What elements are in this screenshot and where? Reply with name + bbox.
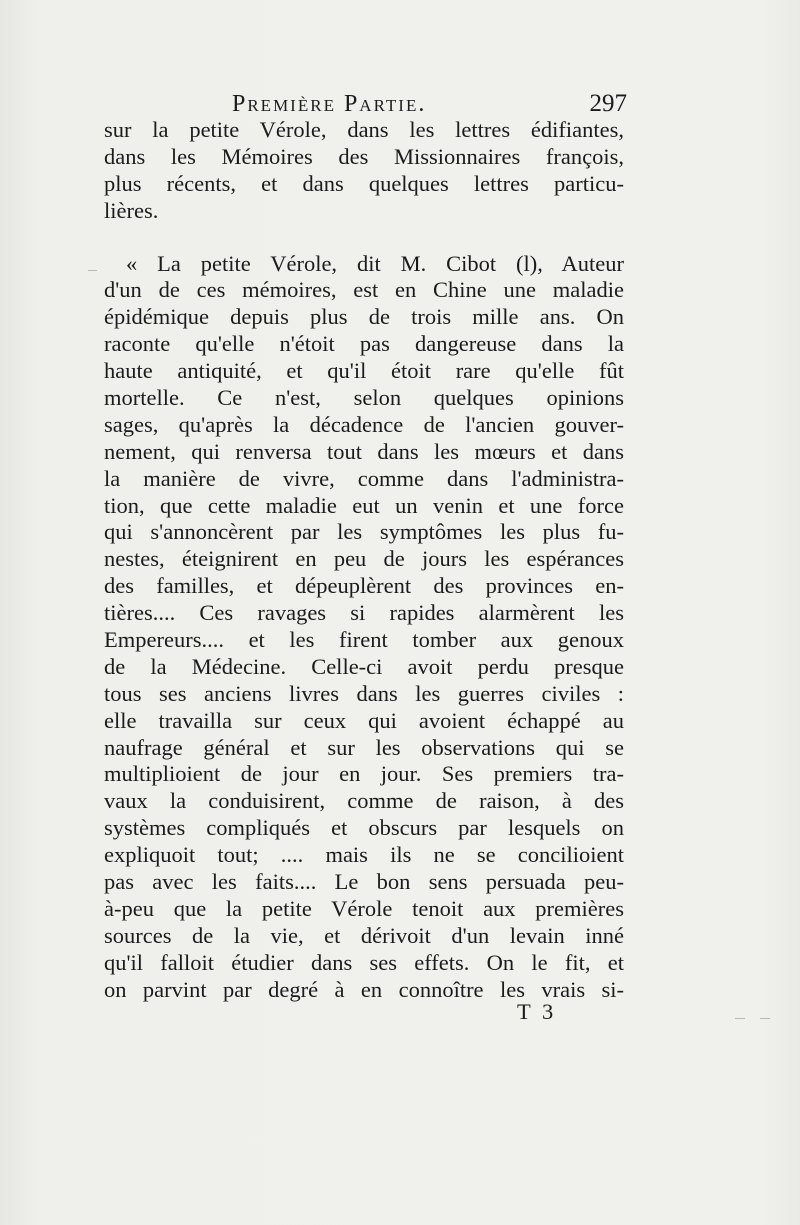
- text-line: nement, qui renversa tout dans les mœurs et dans: [104, 438, 624, 464]
- text-line: d'un de ces mémoires, est en Chine une maladie: [104, 277, 624, 303]
- paragraph-gap: [104, 225, 624, 251]
- text-line: tion, que cette maladie eut un venin et une force: [104, 492, 624, 518]
- text-line: naufrage général et sur les observations qui se: [104, 734, 624, 760]
- text-line: la manière de vivre, comme dans l'administra-: [104, 465, 624, 491]
- running-title: Première Partie.: [232, 91, 427, 117]
- text-line: des familles, et dépeuplèrent des provinces en-: [104, 573, 624, 599]
- text-line: nestes, éteignirent en peu de jours les espérances: [104, 546, 624, 572]
- text-line: pas avec les faits.... Le bon sens persuada peu-: [104, 869, 624, 895]
- page-number: 297: [589, 90, 627, 117]
- text-line: on parvint par degré à en connoître les vrais si-: [104, 976, 624, 1002]
- text-line: sur la petite Vérole, dans les lettres édifiantes,: [104, 117, 624, 142]
- text-line: épidémique depuis plus de trois mille ans. On: [104, 304, 624, 330]
- text-line: elle travailla sur ceux qui avoient échappé au: [104, 707, 624, 733]
- text-line: sources de la vie, et dérivoit d'un levain inné: [104, 922, 624, 948]
- signature-mark: T 3: [517, 999, 557, 1024]
- margin-mark: [88, 270, 97, 271]
- text-line: plus récents, et dans quelques lettres particu-: [104, 170, 624, 196]
- paragraph-1: [104, 117, 624, 225]
- text-line: « La petite Vérole, dit M. Cibot (l), Auteur: [126, 250, 624, 276]
- text-line: haute antiquité, et qu'il étoit rare qu'elle fût: [104, 358, 624, 384]
- text-line: raconte qu'elle n'étoit pas dangereuse dans la: [104, 331, 624, 357]
- text-line: multiplioient de jour en jour. Ses premiers tra-: [104, 761, 624, 787]
- text-line: tières.... Ces ravages si rapides alarmèrent les: [104, 600, 624, 626]
- text-line: expliquoit tout; .... mais ils ne se concilioient: [104, 842, 624, 868]
- text-line: systèmes compliqués et obscurs par lesquels on: [104, 815, 624, 841]
- margin-mark: [760, 1018, 770, 1019]
- paragraph-2: [104, 251, 624, 1004]
- page-header: [232, 88, 627, 120]
- text-line: dans les Mémoires des Missionnaires françois,: [104, 143, 624, 169]
- text-line: mortelle. Ce n'est, selon quelques opinions: [104, 385, 624, 411]
- text-line: vaux la conduisirent, comme de raison, à des: [104, 788, 624, 814]
- text-line: lières.: [104, 197, 159, 223]
- text-line: tous ses anciens livres dans les guerres civiles :: [104, 680, 624, 706]
- text-line: à-peu que la petite Vérole tenoit aux premières: [104, 895, 624, 921]
- text-line: sages, qu'après la décadence de l'ancien gouver-: [104, 411, 624, 437]
- text-line: de la Médecine. Celle-ci avoit perdu presque: [104, 653, 624, 679]
- margin-mark: [735, 1018, 745, 1019]
- text-line: Empereurs.... et les firent tomber aux genoux: [104, 627, 624, 653]
- text-line: qu'il falloit étudier dans ses effets. On le fit, et: [104, 949, 624, 975]
- body-text: [104, 117, 624, 1004]
- text-line: qui s'annoncèrent par les symptômes les plus fu-: [104, 519, 624, 545]
